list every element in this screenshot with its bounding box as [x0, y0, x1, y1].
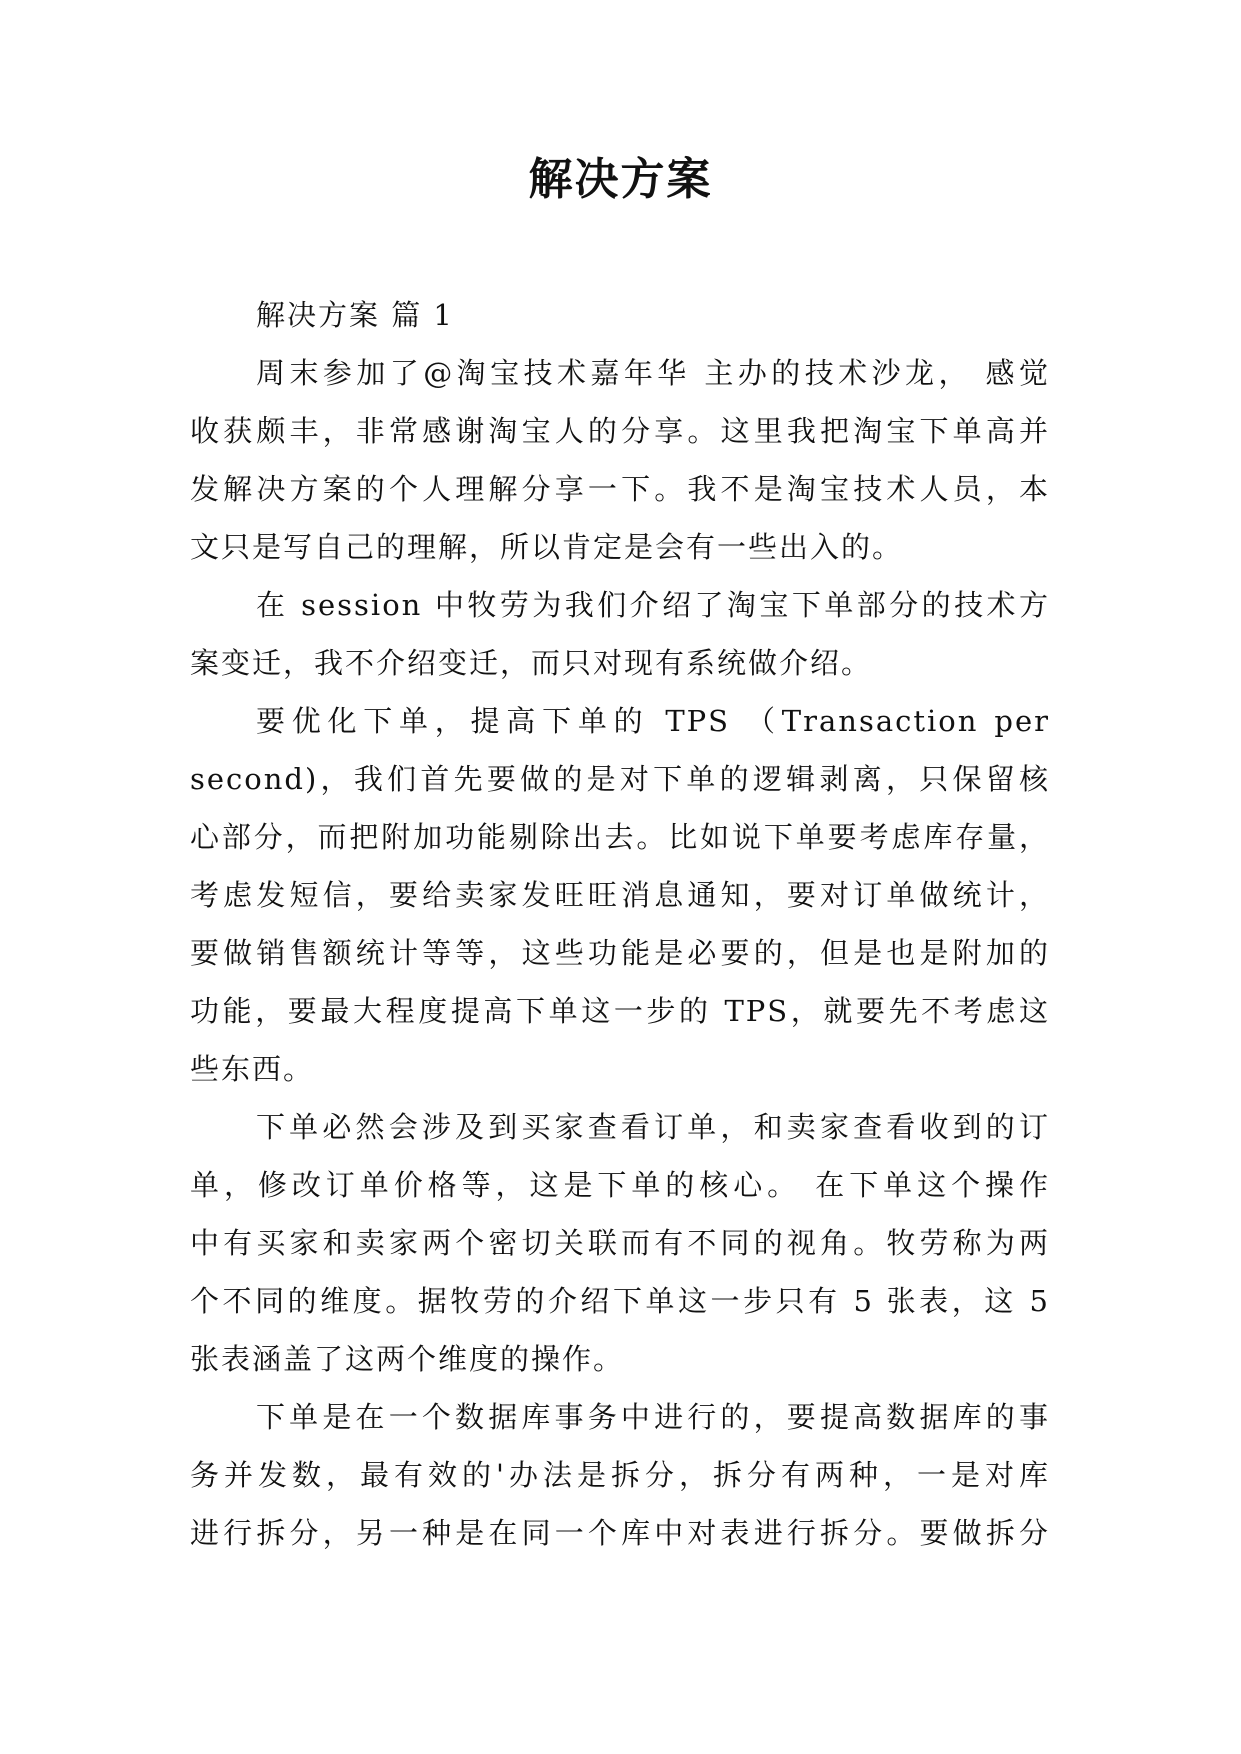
text-line: 下单必然会涉及到买家查看订单，和卖家查看收到的订: [256, 1110, 1050, 1144]
text-line: 收获颇丰，非常感谢淘宝人的分享。这里我把淘宝下单高并: [190, 414, 1050, 448]
text-line: 解决方案 篇 1: [256, 298, 454, 332]
text-line: 案变迁，我不介绍变迁，而只对现有系统做介绍。: [190, 646, 873, 680]
text-line: 发解决方案的个人理解分享一下。我不是淘宝技术人员，本: [190, 472, 1050, 506]
text-line: 进行拆分，另一种是在同一个库中对表进行拆分。要做拆分: [190, 1516, 1050, 1550]
text-line: second)，我们首先要做的是对下单的逻辑剥离，只保留核: [190, 762, 1050, 796]
document-title: 解决方案: [528, 154, 713, 205]
text-line: 要做销售额统计等等，这些功能是必要的，但是也是附加的: [190, 936, 1050, 970]
text-line: 些东西。: [190, 1052, 315, 1086]
text-line: 在 session 中牧劳为我们介绍了淘宝下单部分的技术方: [256, 588, 1050, 622]
text-line: 单，修改订单价格等，这是下单的核心。 在下单这个操作: [190, 1168, 1050, 1202]
text-line: 文只是写自己的理解，所以肯定是会有一些出入的。: [190, 530, 904, 564]
text-line: 张表涵盖了这两个维度的操作。: [190, 1342, 625, 1376]
document-body: [190, 286, 1050, 1562]
text-line: 务并发数，最有效的'办法是拆分，拆分有两种，一是对库: [190, 1458, 1050, 1492]
text-line: 心部分，而把附加功能剔除出去。比如说下单要考虑库存量，: [190, 820, 1050, 854]
text-line: 功能，要最大程度提高下单这一步的 TPS，就要先不考虑这: [190, 994, 1050, 1028]
text-line: 周末参加了@淘宝技术嘉年华 主办的技术沙龙， 感觉: [256, 356, 1050, 390]
text-line: 个不同的维度。据牧劳的介绍下单这一步只有 5 张表，这 5: [190, 1284, 1050, 1318]
text-line: 中有买家和卖家两个密切关联而有不同的视角。牧劳称为两: [190, 1226, 1050, 1260]
text-line: 要优化下单，提高下单的 TPS （Transaction per: [256, 704, 1050, 738]
text-line: 下单是在一个数据库事务中进行的，要提高数据库的事: [256, 1400, 1050, 1434]
text-line: 考虑发短信，要给卖家发旺旺消息通知，要对订单做统计，: [190, 878, 1050, 912]
